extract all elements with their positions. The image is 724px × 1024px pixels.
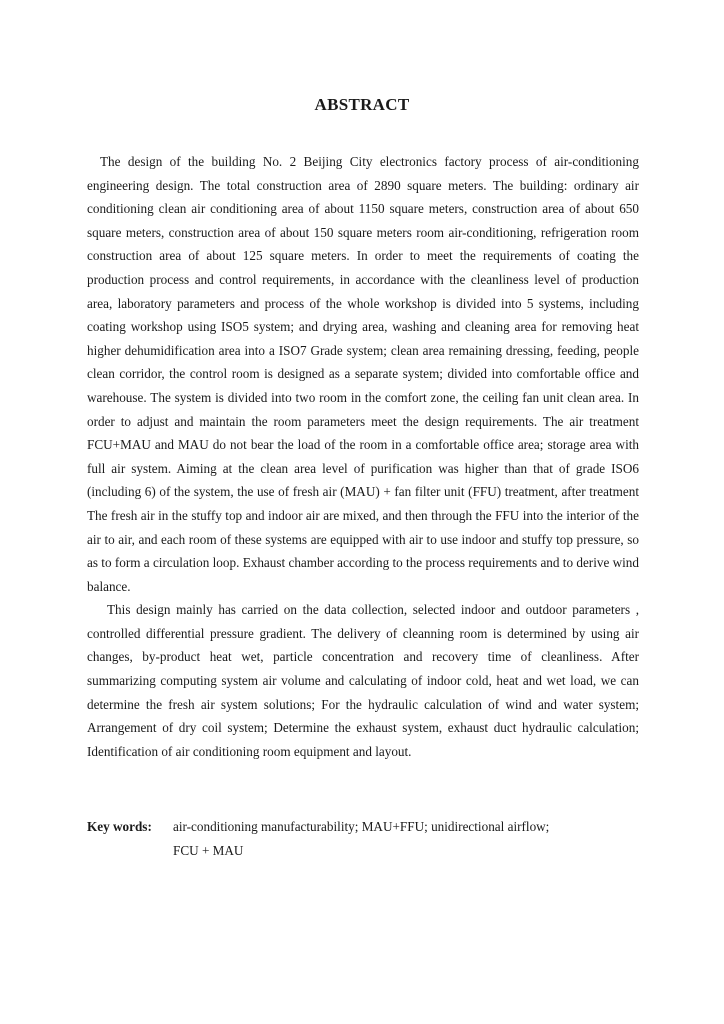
keywords-line-1: air-conditioning manufacturability; MAU+FFU; unidirectional airflow; (173, 819, 550, 834)
abstract-paragraph-2: This design mainly has carried on the data collection, selected indoor and outdoor parameters , controlled differential pressure gradient. The delivery of cleanning room is determined by using air changes, by-product heat wet, particle concentration and recovery time of cleanliness. After summarizing computing system air volume and calculating of indoor cold, heat and wet load, we can determine the fresh air system solutions; For the hydraulic calculation of wind and water system; Arrangement of dry coil system; Determine the exhaust system, exhaust duct hydraulic calculation; Identification of air conditioning room equipment and layout. (87, 602, 639, 759)
keywords-line-2: FCU + MAU (173, 842, 244, 858)
keywords-block (87, 815, 647, 862)
abstract-body (87, 150, 639, 763)
abstract-paragraph-1: The design of the building No. 2 Beijing City electronics factory process of air-conditioning engineering design. The total construction area of 2890 square meters. The building: ordinary air conditioning clean air conditioning area of about 1150 square meters, construction area of about 650 square meters, construction area of about 150 square meters room air-conditioning, refrigeration room construction area of about 125 square meters. In order to meet the requirements of coating the production process and control requirements, in accordance with the cleanliness level of production area, laboratory parameters and process of the whole workshop is divided into 5 systems, including coating workshop using ISO5 system; and drying area, washing and cleaning area for removing heat higher dehumidification area into a ISO7 Grade system; clean area remaining dressing, feeding, people clean corridor, the control room is designed as a separate system; divided into comfortable office and warehouse. The system is divided into two room in the comfort zone, the ceiling fan unit clean area. In order to adjust and maintain the room parameters meet the design requirements. The air treatment FCU+MAU and MAU do not bear the load of the room in a comfortable office area; storage area with full air system. Aiming at the clean area level of purification was higher than that of grade ISO6 (including 6) of the system, the use of fresh air (MAU) + fan filter unit (FFU) treatment, after treatment The fresh air in the stuffy top and indoor air are mixed, and then through the FFU into the interior of the air to air, and each room of these systems are equipped with air to use indoor and stuffy top pressure, so as to form a circulation loop. Exhaust chamber according to the process requirements and to derive wind balance. (87, 154, 639, 594)
abstract-title: ABSTRACT (314, 95, 410, 114)
keywords-label: Key words: (87, 819, 152, 834)
